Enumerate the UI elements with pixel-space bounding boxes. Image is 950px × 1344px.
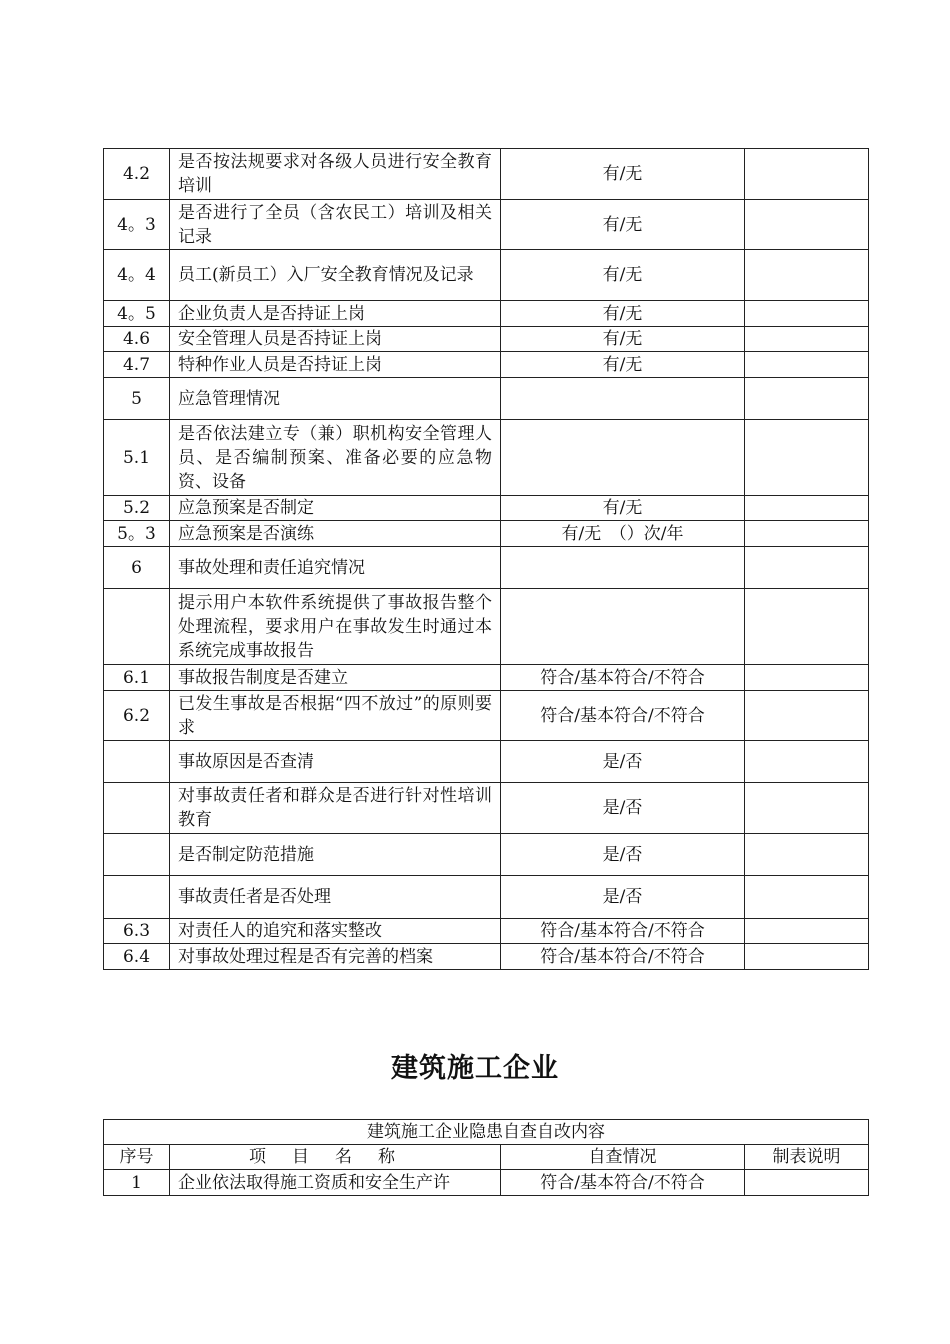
- table-row: [104, 783, 869, 834]
- row-note: [745, 665, 869, 691]
- table-row: [104, 521, 869, 547]
- row-note: [745, 1170, 869, 1196]
- table-header-row: [104, 1145, 869, 1170]
- table-caption: 建筑施工企业隐患自查自改内容: [104, 1120, 869, 1145]
- table-row: [104, 876, 869, 919]
- row-check: 符合/基本符合/不符合: [501, 1170, 745, 1196]
- row-number: [104, 783, 170, 834]
- row-check: 有/无: [501, 352, 745, 378]
- row-note: [745, 834, 869, 876]
- section-title: 建筑施工企业: [391, 1053, 559, 1084]
- row-item: 是否依法建立专（兼）职机构安全管理人员、是否编制预案、准备必要的应急物资、设备: [170, 420, 501, 496]
- row-note: [745, 250, 869, 301]
- row-item: 是否按法规要求对各级人员进行安全教育培训: [170, 149, 501, 200]
- row-note: [745, 521, 869, 547]
- row-item: 对事故处理过程是否有完善的档案: [170, 944, 501, 970]
- header-item: [170, 1145, 501, 1170]
- row-check: 有/无: [501, 149, 745, 200]
- row-check: [501, 420, 745, 496]
- row-check: [501, 547, 745, 589]
- row-number: 4。4: [104, 250, 170, 301]
- row-note: [745, 149, 869, 200]
- row-check: 有/无: [501, 301, 745, 327]
- row-item: 企业负责人是否持证上岗: [170, 301, 501, 327]
- header-item-label: 项目名称: [249, 1147, 421, 1167]
- header-check: 自查情况: [501, 1145, 745, 1170]
- row-check: [501, 378, 745, 420]
- row-number: 6.1: [104, 665, 170, 691]
- row-item: 应急预案是否演练: [170, 521, 501, 547]
- row-note: [745, 352, 869, 378]
- row-item: 对事故责任者和群众是否进行针对性培训教育: [170, 783, 501, 834]
- row-check: 符合/基本符合/不符合: [501, 665, 745, 691]
- row-number: [104, 741, 170, 783]
- row-note: [745, 783, 869, 834]
- row-item: 企业依法取得施工资质和安全生产许: [170, 1170, 501, 1196]
- row-check: 是/否: [501, 834, 745, 876]
- table-row: [104, 1170, 869, 1196]
- row-check: 有/无: [501, 200, 745, 250]
- row-number: 1: [104, 1170, 170, 1196]
- row-check: 符合/基本符合/不符合: [501, 691, 745, 741]
- row-item: 已发生事故是否根据“四不放过”的原则要求: [170, 691, 501, 741]
- row-number: 4.2: [104, 149, 170, 200]
- row-number: 6.4: [104, 944, 170, 970]
- row-number: 5。3: [104, 521, 170, 547]
- row-number: 4.6: [104, 327, 170, 352]
- row-item: 事故责任者是否处理: [170, 876, 501, 919]
- row-check: 是/否: [501, 741, 745, 783]
- row-number: 6.3: [104, 919, 170, 944]
- row-check: [501, 589, 745, 665]
- table-row: [104, 944, 869, 970]
- row-item: 是否进行了全员（含农民工）培训及相关记录: [170, 200, 501, 250]
- table-row: [104, 665, 869, 691]
- row-number: 6.2: [104, 691, 170, 741]
- row-note: [745, 944, 869, 970]
- row-note: [745, 327, 869, 352]
- table-row: [104, 352, 869, 378]
- row-item: 员工(新员工）入厂安全教育情况及记录: [170, 250, 501, 301]
- row-number: 5.2: [104, 496, 170, 521]
- row-note: [745, 547, 869, 589]
- row-item: 事故处理和责任追究情况: [170, 547, 501, 589]
- row-note: [745, 741, 869, 783]
- row-number: 5.1: [104, 420, 170, 496]
- table-row: [104, 378, 869, 420]
- table-row: [104, 547, 869, 589]
- row-check: 符合/基本符合/不符合: [501, 944, 745, 970]
- row-check: 是/否: [501, 783, 745, 834]
- table-row: [104, 496, 869, 521]
- row-number: 4。3: [104, 200, 170, 250]
- row-note: [745, 876, 869, 919]
- construction-checklist-table: [103, 1119, 869, 1196]
- table-row: [104, 149, 869, 200]
- table-row: [104, 589, 869, 665]
- row-check: 有/无: [501, 250, 745, 301]
- row-check: 是/否: [501, 876, 745, 919]
- table-caption-row: [104, 1120, 869, 1145]
- row-number: 4.7: [104, 352, 170, 378]
- row-note: [745, 919, 869, 944]
- row-note: [745, 200, 869, 250]
- table-row: [104, 301, 869, 327]
- row-number: [104, 589, 170, 665]
- row-check: 有/无: [501, 327, 745, 352]
- row-note: [745, 420, 869, 496]
- row-number: 6: [104, 547, 170, 589]
- row-note: [745, 589, 869, 665]
- row-item: 提示用户本软件系统提供了事故报告整个处理流程，要求用户在事故发生时通过本系统完成事故报告: [170, 589, 501, 665]
- table-row: [104, 420, 869, 496]
- row-check: 有/无: [501, 496, 745, 521]
- header-number: 序号: [104, 1145, 170, 1170]
- header-note: 制表说明: [745, 1145, 869, 1170]
- row-check: 有/无 （）次/年: [501, 521, 745, 547]
- row-item: 特种作业人员是否持证上岗: [170, 352, 501, 378]
- row-number: [104, 834, 170, 876]
- table-row: [104, 250, 869, 301]
- row-item: 事故报告制度是否建立: [170, 665, 501, 691]
- table-row: [104, 327, 869, 352]
- table-row: [104, 834, 869, 876]
- row-note: [745, 496, 869, 521]
- row-item: 安全管理人员是否持证上岗: [170, 327, 501, 352]
- row-note: [745, 301, 869, 327]
- table-row: [104, 741, 869, 783]
- row-number: 5: [104, 378, 170, 420]
- row-number: 4。5: [104, 301, 170, 327]
- row-item: 是否制定防范措施: [170, 834, 501, 876]
- table-row: [104, 691, 869, 741]
- row-check: 符合/基本符合/不符合: [501, 919, 745, 944]
- row-item: 应急预案是否制定: [170, 496, 501, 521]
- row-number: [104, 876, 170, 919]
- row-note: [745, 691, 869, 741]
- table-row: [104, 919, 869, 944]
- row-item: 事故原因是否查清: [170, 741, 501, 783]
- row-note: [745, 378, 869, 420]
- row-item: 应急管理情况: [170, 378, 501, 420]
- hazard-checklist-table: [103, 148, 869, 970]
- row-item: 对责任人的追究和落实整改: [170, 919, 501, 944]
- table-row: [104, 200, 869, 250]
